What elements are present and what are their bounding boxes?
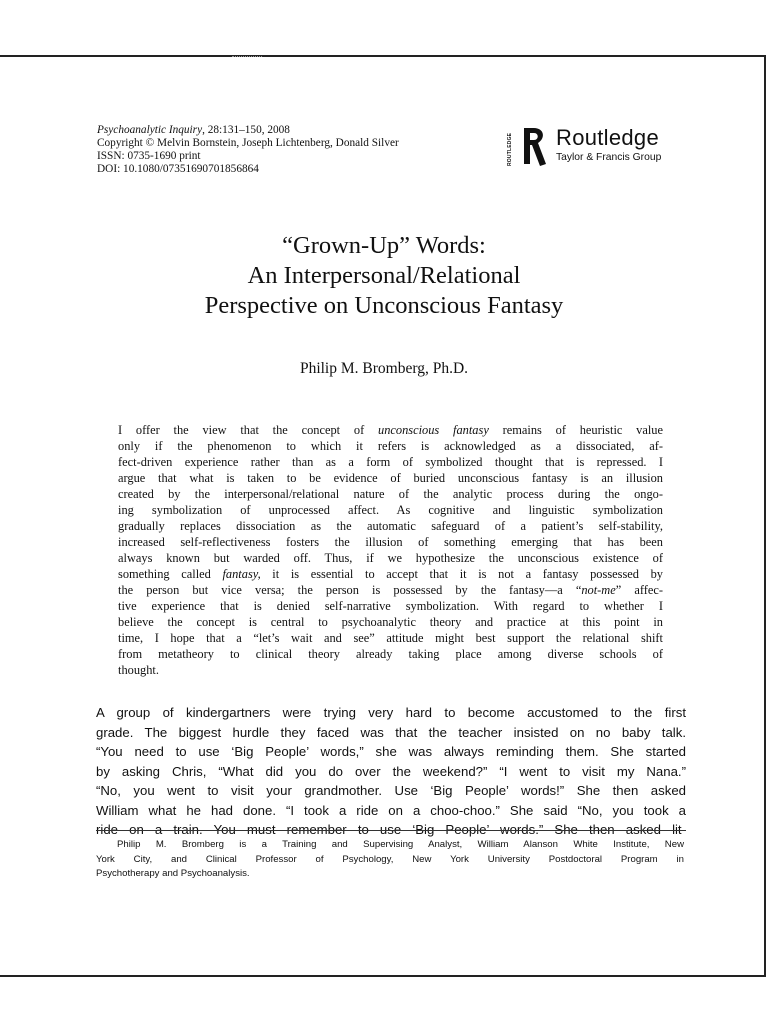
abstract: [118, 422, 663, 678]
abstract-line: [118, 582, 663, 598]
body-line: grade. The biggest hurdle they faced was that the teacher insisted on no baby talk.: [96, 724, 686, 740]
body-line: “No, you went to visit your grandmother. Use ‘Big People’ words!” She then asked: [96, 783, 686, 798]
abstract-line: fect-driven experience rather than as a form of symbolized thought that is repressed. I: [118, 455, 663, 469]
abstract-line: ing symbolization of unprocessed affect. As cognitive and linguistic symbolization: [118, 503, 663, 517]
abstract-line: gradually replaces dissociation as the automatic safeguard of a patient’s self-stability,: [118, 519, 663, 533]
publisher-group: Taylor & Francis Group: [556, 152, 662, 163]
body-line: ride on a train. You must remember to use ‘Big People’ words.” She then asked lit-: [96, 822, 686, 837]
routledge-r-logo-icon: [520, 126, 548, 168]
abstract-text: something called: [118, 567, 223, 581]
footnote-line: Psychotherapy and Psychoanalysis.: [96, 868, 250, 879]
abstract-line: only if the phenomenon to which it refers is acknowledged as a dissociated, af-: [118, 439, 663, 453]
abstract-line: thought.: [118, 663, 159, 677]
abstract-emphasis: unconscious fantasy: [378, 423, 489, 437]
volume-pages-year: , 28:131–150, 2008: [202, 124, 290, 136]
abstract-line: from metatheory to clinical theory already taking place among diverse schools of: [118, 647, 663, 661]
abstract-line: increased self-reflectiveness fosters the illusion of something emerging that has been: [118, 535, 663, 549]
abstract-line: argue that what is taken to be evidence of buried unconscious fantasy is an illusion: [118, 471, 663, 485]
body-line: by asking Chris, “What did you do over the weekend?” “I went to visit my Nana.”: [96, 763, 686, 779]
citation-block: [97, 124, 497, 176]
citation-line: [97, 124, 497, 137]
scan-mark: [232, 56, 262, 59]
article-title: [0, 231, 768, 321]
abstract-line: created by the interpersonal/relational nature of the analytic process during the ongo-: [118, 487, 663, 501]
copyright-line: Copyright © Melvin Bornstein, Joseph Lichtenberg, Donald Silver: [97, 137, 399, 149]
author-name: Philip M. Bromberg, Ph.D.: [299, 360, 469, 377]
abstract-emphasis: not-me: [581, 583, 616, 597]
title-line-3: Perspective on Unconscious Fantasy: [204, 292, 564, 319]
logo-spine-text: ROUTLEDGE: [507, 132, 513, 166]
publisher-name: Routledge: [556, 125, 659, 150]
abstract-line: [118, 422, 663, 438]
author-footnote: [96, 838, 684, 882]
footnote-line: York City, and Clinical Professor of Psychology, New York University Postdoctoral Program in: [96, 853, 684, 865]
title-line-2: An Interpersonal/Relational: [247, 262, 521, 289]
footnote-divider: [96, 830, 686, 831]
abstract-text: ” affec-: [615, 583, 663, 597]
abstract-text: it is essential to accept that it is not a fantasy possessed by: [260, 567, 663, 581]
issn-line: ISSN: 0735-1690 print: [97, 150, 201, 162]
abstract-line: always known but warded off. Thus, if we hypothesize the unconscious existence of: [118, 551, 663, 565]
abstract-line: time, I hope that a “let’s wait and see” attitude might best support the relational shift: [118, 631, 663, 645]
body-paragraph: [96, 703, 686, 840]
abstract-line: [118, 566, 663, 582]
abstract-emphasis: fantasy,: [222, 567, 261, 581]
abstract-text: the person but vice versa; the person is possessed by the fantasy—a “: [118, 583, 582, 597]
abstract-text: remains of heuristic value: [488, 423, 663, 437]
abstract-line: tive experience that is denied self-narrative symbolization. With regard to whether I: [118, 599, 663, 613]
footnote-line: Philip M. Bromberg is a Training and Supervising Analyst, William Alanson White Institute, New: [117, 839, 684, 850]
body-line: A group of kindergartners were trying very hard to become accustomed to the first: [96, 705, 686, 720]
body-line: William what he had done. “I took a ride on a choo-choo.” She said “No, you took a: [96, 802, 686, 818]
abstract-line: believe the concept is central to psychoanalytic theory and practice at this point in: [118, 615, 663, 629]
title-line-1: “Grown-Up” Words:: [282, 232, 486, 259]
body-line: “You need to use ‘Big People’ words,” she was always reminding them. She started: [96, 744, 686, 759]
doi-line: DOI: 10.1080/07351690701856864: [97, 163, 259, 175]
publisher-logo: [508, 126, 698, 170]
journal-name: Psychoanalytic Inquiry: [97, 124, 203, 136]
abstract-text: I offer the view that the concept of: [118, 423, 378, 437]
